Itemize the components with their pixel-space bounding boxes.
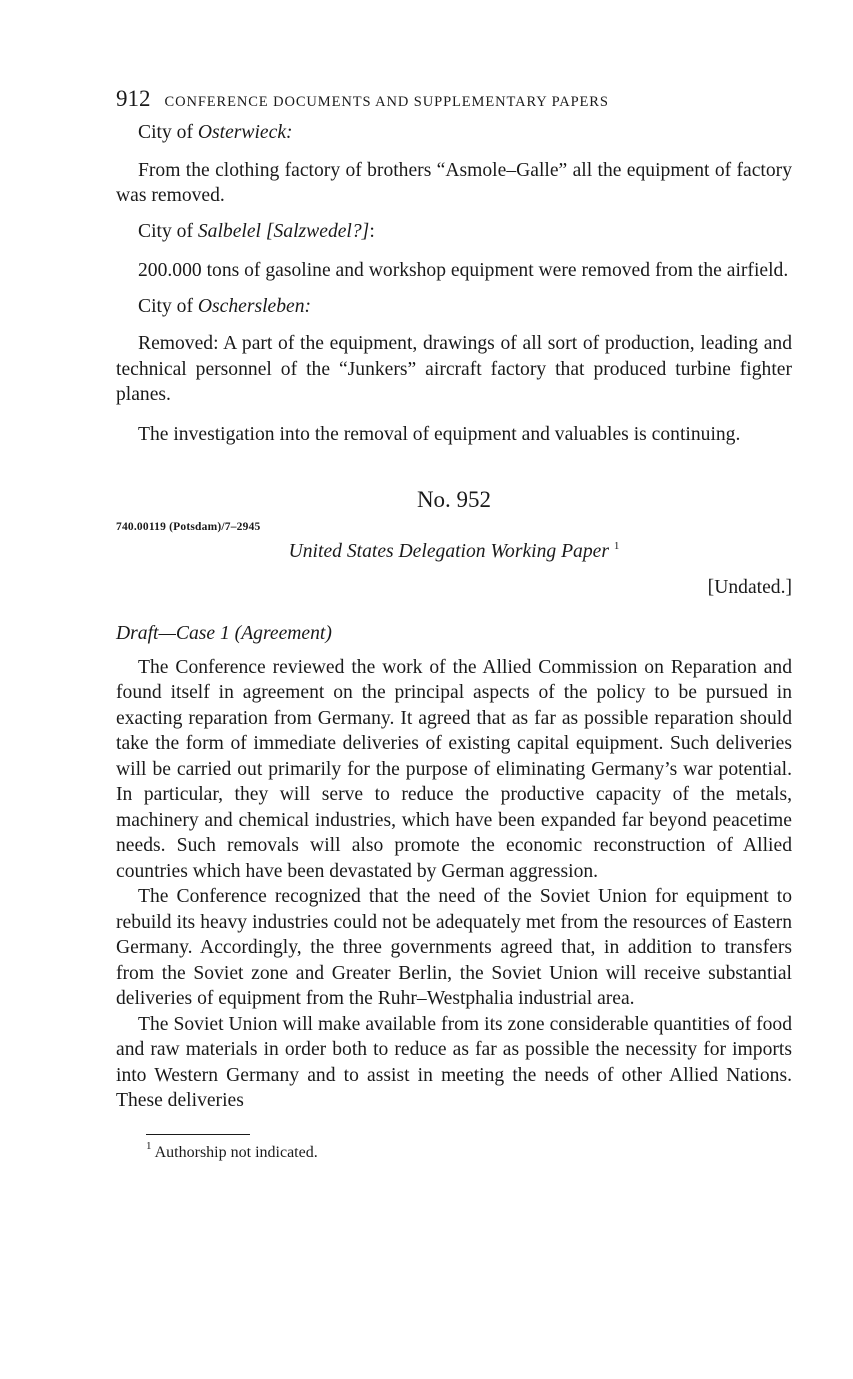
city-heading-oschersleben: City of Oschersleben:: [138, 295, 312, 317]
investigation-paragraph: The investigation into the removal of equipment and valuables is continuing.: [138, 423, 741, 445]
document-date: [Undated.]: [707, 577, 792, 598]
section-heading: Draft—Case 1 (Agreement): [116, 623, 332, 644]
body-paragraph: The Soviet Union will make available from its zone considerable quantities of food and raw materials in order both to reduce as far as possible the necessity for imports into Western Germany and to assist in meeting the needs of other Allied Nations. These deliveries: [116, 1013, 792, 1111]
footnote: $^1$ Authorship not indicated.: [146, 1139, 318, 1161]
document-number: No. 952: [416, 487, 492, 512]
footnote-marker: 1: [613, 540, 620, 552]
footnote-rule: [146, 1134, 250, 1135]
file-reference: 740.00119 (Potsdam)/7–2945: [116, 521, 261, 533]
page-number: 912: [116, 86, 151, 111]
city-paragraph-osterwieck: From the clothing factory of brothers “Asmole–Galle” all the equipment of factory was removed.: [116, 159, 792, 206]
city-paragraph-salzwedel: 200.000 tons of gasoline and workshop equipment were removed from the airfield.: [138, 260, 789, 281]
running-head: [116, 86, 792, 120]
city-heading-salzwedel: City of Salbelel [Salzwedel?]:: [138, 220, 375, 242]
city-heading-osterwieck: City of Osterwieck:: [138, 122, 293, 143]
document-title: United States Delegation Working Paper $^1$: [288, 540, 620, 562]
body-paragraph: The Conference reviewed the work of the Allied Commission on Reparation and found itself in agreement on the principal aspects of the policy to be pursued in exacting reparation from Germany. It agreed that as far as possible reparation should take the form of immediate deliveries of existing capital equipment. Such deliveries will be carried out primarily for the purpose of eliminating Germany’s war potential. In particular, they will serve to reduce the productive capacity of the metals, machinery and chemical industries, which have been expanded far beyond peacetime needs. Such removals will also promote the economic reconstruction of Allied countries which have been devastated by German aggression.: [116, 656, 792, 882]
city-paragraph-oschersleben: Removed: A part of the equipment, drawings of all sort of production, leading and technical personnel of the “Junkers” aircraft factory that produced turbine fighter planes.: [116, 333, 792, 405]
body-paragraph: The Conference recognized that the need of the Soviet Union for equipment to rebuild its heavy industries could not be adequately met from the resources of Eastern Germany. Accordingly, the three governments agreed that, in addition to transfers from the Soviet zone and Greater Berlin, the Soviet Union will receive substantial deliveries of equipment from the Ruhr–Westphalia industrial area.: [116, 886, 792, 1009]
document-page: [116, 86, 792, 1162]
running-title: CONFERENCE DOCUMENTS AND SUPPLEMENTARY PAPERS: [164, 94, 609, 110]
